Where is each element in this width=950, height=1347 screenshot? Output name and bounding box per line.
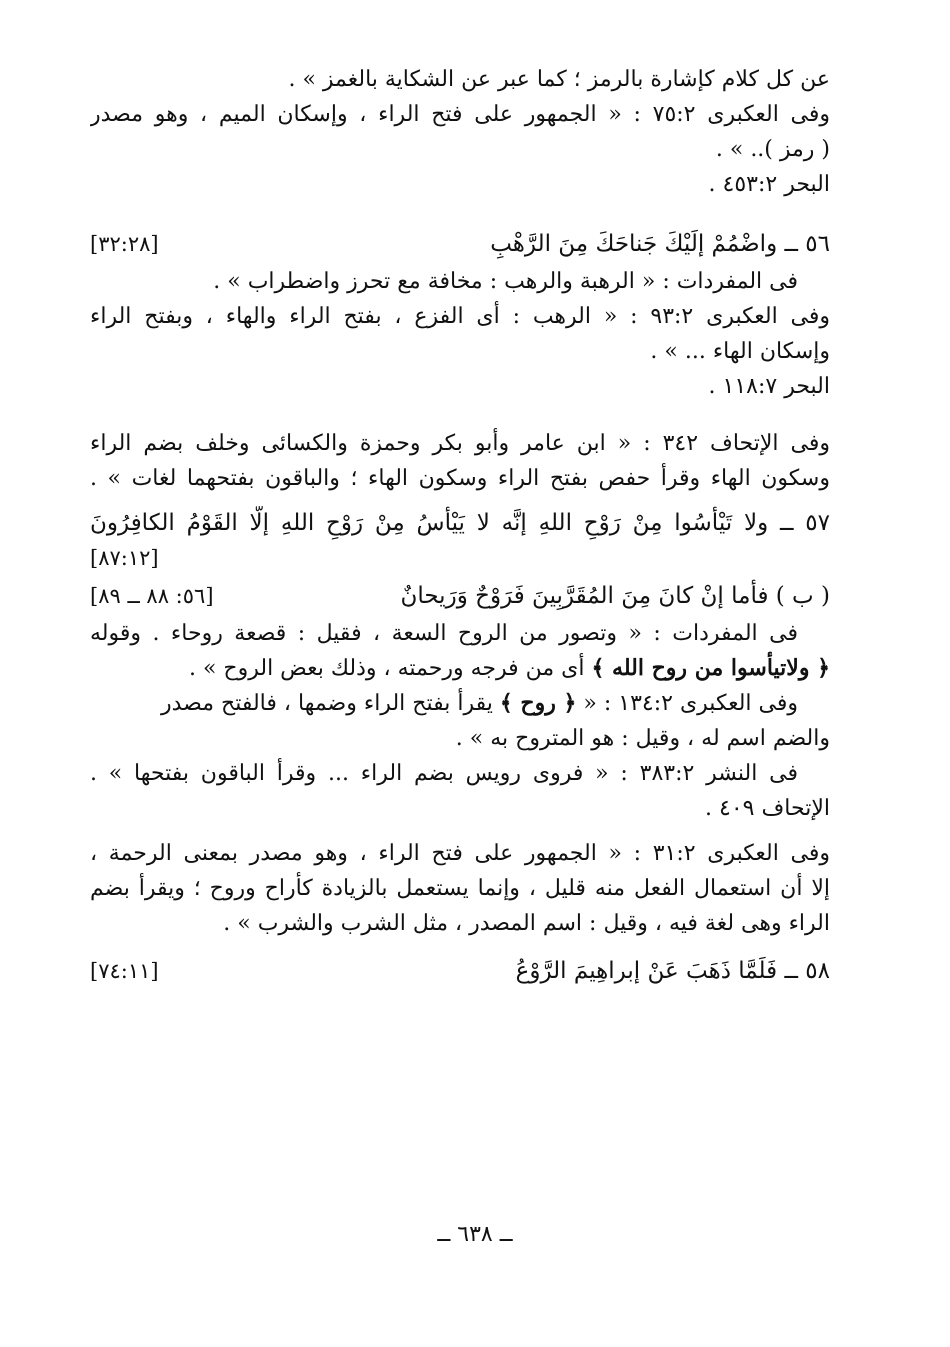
text-line: ( رمز ).. » . xyxy=(715,137,830,162)
text-line xyxy=(90,686,830,721)
quranic-quote: ﴿ ولاتيأسوا من روح الله ﴾ xyxy=(591,655,830,681)
page-number: ــ ٦٣٨ ــ xyxy=(437,1222,513,1247)
verse-reference: [٣٢:٢٨] xyxy=(90,232,159,256)
verse-57-text: ٥٧ ــ ولا تَيْأَسُوا مِنْ رَوْحِ اللهِ إنَّه لا يَيْأَسُ مِنْ رَوْحِ اللهِ إلَّا القَوْمُ الكافِرُونَ xyxy=(90,510,830,536)
text-line: وإسكان الهاء ... » . xyxy=(650,339,830,364)
text-line: فى المفردات : « الرهبة والرهب : مخافة مع تحرز واضطراب » . xyxy=(213,269,798,294)
text-segment: وفى العكبرى ١٣٤:٢ : « xyxy=(576,691,798,716)
verse-reference: [٧٤:١١] xyxy=(90,959,159,983)
verse-reference: [٨٧:١٢] xyxy=(90,546,159,570)
verse-b xyxy=(90,576,830,616)
text-segment: أى من فرجه ورحمته ، وذلك بعض الروح » . xyxy=(188,656,592,681)
verse-text: ٥٦ ــ واضْمُمْ إلَيْكَ جَناحَكَ مِنَ الرَّهْبِ xyxy=(490,231,830,257)
quranic-quote: ﴿ روح ﴾ xyxy=(499,690,577,716)
verse-text: ٥٨ ــ فَلَمَّا ذَهَبَ عَنْ إبراهِيمَ الرَّوْعُ xyxy=(515,958,830,984)
text-line: الراء وهى لغة فيه ، وقيل : اسم المصدر ، مثل الشرب والشرب » . xyxy=(223,911,830,936)
text-line: وفى العكبرى ٩٣:٢ : « الرهب : أى الفزع ، بفتح الراء والهاء ، وبفتح الراء xyxy=(90,304,830,329)
text-line: وسكون الهاء وقرأ حفص بفتح الراء وسكون الهاء ؛ والباقون بفتحهما لغات » . xyxy=(90,466,830,491)
text-line: البحر ١١٨:٧ . xyxy=(708,374,830,399)
text-segment: يقرأ بفتح الراء وضمها ، فالفتح مصدر xyxy=(160,691,500,716)
verse-57-reference-line xyxy=(90,541,830,576)
text-line: والضم اسم له ، وقيل : هو المتروح به » . xyxy=(455,726,830,751)
text-line: البحر ٤٥٣:٢ . xyxy=(708,172,830,197)
text-line: وفى الإتحاف ٣٤٢ : « ابن عامر وأبو بكر وحمزة والكسائى وخلف بضم الراء xyxy=(90,431,830,456)
verse-text: ( ب ) فأما إنْ كانَ مِنَ المُقَرَّبِينَ فَرَوْحٌ وَرَيحانٌ xyxy=(400,583,830,609)
text-line: وفى العكبرى ٣١:٢ : « الجمهور على فتح الراء ، وهو مصدر بمعنى الرحمة ، xyxy=(90,841,830,866)
text-line: الإتحاف ٤٠٩ . xyxy=(705,796,830,821)
text-line: عن كل كلام كإشارة بالرمز ؛ كما عبر عن الشكاية بالغمز » . xyxy=(288,67,830,92)
verse-58 xyxy=(90,951,830,991)
text-line: فى المفردات : « وتصور من الروح السعة ، فقيل : قصعة روحاء . وقوله xyxy=(90,621,798,646)
text-line: وفى العكبرى ٧٥:٢ : « الجمهور على فتح الراء ، وإسكان الميم ، وهو مصدر xyxy=(90,102,830,127)
text-line xyxy=(90,651,830,686)
verse-reference: [٥٦: ٨٨ ــ ٨٩] xyxy=(90,584,214,608)
verse-56 xyxy=(90,224,830,264)
text-line: إلا أن استعمال الفعل منه قليل ، وإنما يستعمل بالزيادة كأراح وروح ؛ ويقرأ بضم xyxy=(90,876,830,901)
text-line: فى النشر ٣٨٣:٢ : « فروى رويس بضم الراء ... وقرأ الباقون بفتحها » . xyxy=(90,761,799,786)
page-body xyxy=(90,62,830,991)
